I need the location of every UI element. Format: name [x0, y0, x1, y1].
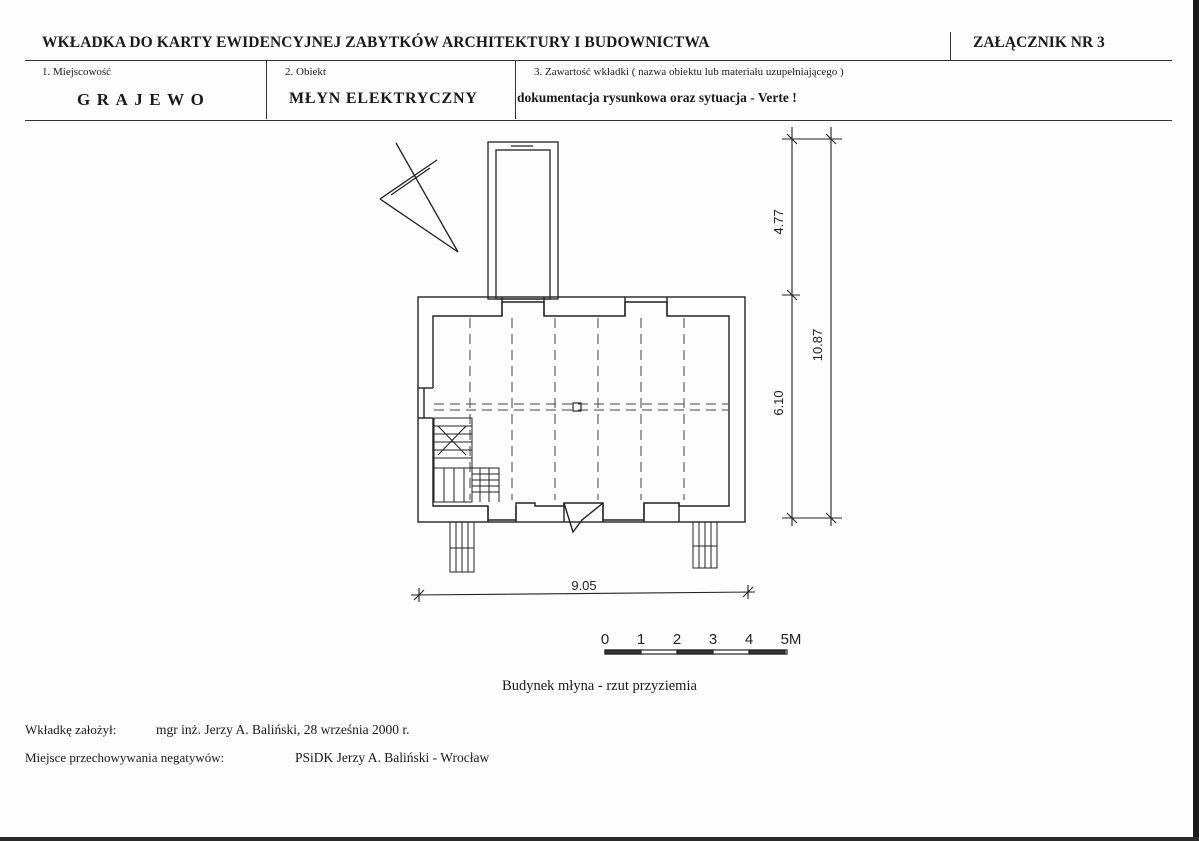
scale-bar	[605, 650, 787, 654]
dim-width: 9.05	[571, 578, 597, 593]
scale-tick-label: 2	[672, 631, 682, 648]
locality-label: 1. Miejscowość	[42, 66, 112, 78]
vertical-dimensions	[782, 127, 842, 526]
sheet-title: WKŁADKA DO KARTY EWIDENCYJNEJ ZABYTKÓW ARCHITEKTURY I BUDOWNICTWA	[42, 34, 710, 51]
staircase	[434, 418, 499, 502]
scale-tick-label: 0	[600, 631, 610, 648]
dim-total: 10.87	[810, 328, 825, 362]
storage-label: Miejsce przechowywania negatywów:	[25, 750, 225, 765]
scale-tick-label: 5M	[780, 631, 802, 648]
north-arrow-icon	[380, 143, 458, 252]
dim-main: 6.10	[771, 390, 786, 416]
scale-tick-labels	[601, 631, 802, 648]
chimney-extension	[488, 142, 558, 299]
storage-value: PSiDK Jerzy A. Baliński - Wrocław	[295, 750, 490, 765]
scale-tick-label: 3	[708, 631, 718, 648]
scale-tick-label: 4	[744, 631, 754, 648]
locality-value: GRAJEWO	[77, 90, 211, 109]
founder-label: Wkładkę założył:	[25, 722, 117, 737]
annex-number: ZAŁĄCZNIK NR 3	[973, 34, 1105, 51]
founder-value: mgr inż. Jerzy A. Baliński, 28 września 2000 r.	[156, 722, 410, 737]
content-value: dokumentacja rysunkowa oraz sytuacja - Verte !	[517, 90, 797, 105]
scale-tick-label: 1	[636, 631, 646, 648]
dim-extension: 4.77	[771, 209, 786, 235]
drawing-caption: Budynek młyna - rzut przyziemia	[502, 678, 697, 694]
external-steps	[450, 522, 717, 572]
content-label: 3. Zawartość wkładki ( nazwa obiektu lub materiału uzupełniającego )	[534, 66, 844, 78]
object-label: 2. Obiekt	[285, 66, 326, 78]
object-value: MŁYN ELEKTRYCZNY	[289, 90, 478, 107]
building-walls	[418, 297, 745, 532]
